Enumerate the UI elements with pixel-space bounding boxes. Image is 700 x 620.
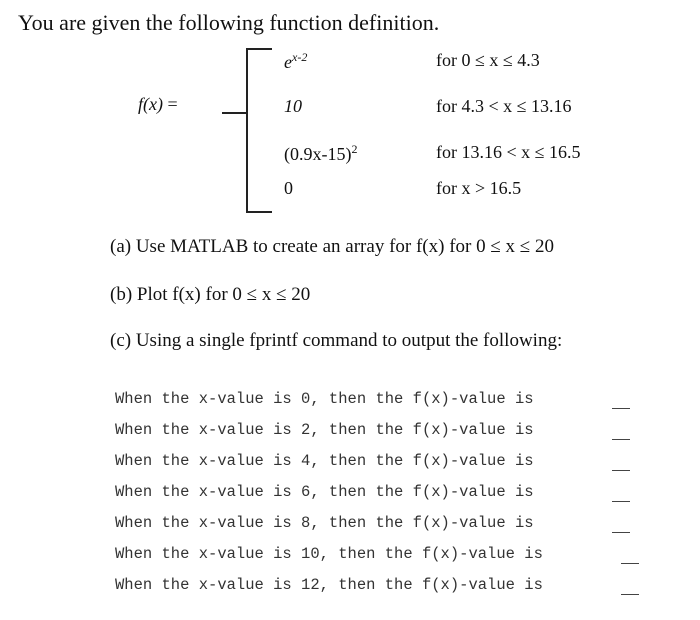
case-4-expression: 0 (284, 178, 293, 198)
bracket-vertical (246, 48, 248, 213)
case-1-expression: $e^{x-2}$ (284, 50, 308, 72)
answer-blank-5 (612, 532, 630, 533)
equals-sign: = (167, 94, 178, 114)
case-2-condition: for 4.3 < x ≤ 13.16 (436, 96, 572, 116)
output-line-7: When the x-value is 12, then the f(x)-value is (115, 576, 543, 594)
function-variable: x (149, 94, 158, 114)
output-line-2: When the x-value is 2, then the f(x)-value is (115, 421, 534, 439)
bracket-top (246, 48, 272, 50)
output-line-5: When the x-value is 8, then the f(x)-value is (115, 514, 534, 532)
case-2-expression: 10 (284, 96, 302, 116)
output-line-1: When the x-value is 0, then the f(x)-value is (115, 390, 534, 408)
function-label: f(x) = (138, 94, 178, 114)
question-b: (b) Plot f(x) for 0 ≤ x ≤ 20 (110, 284, 311, 305)
answer-blank-6 (621, 563, 639, 564)
case-3-expression: $(0.9x-15)^2$ (284, 142, 358, 164)
case-4-condition: for x > 16.5 (436, 178, 522, 198)
intro-text: You are given the following function definition. (18, 10, 440, 35)
answer-blank-2 (612, 439, 630, 440)
answer-blank-7 (621, 594, 639, 595)
answer-blank-4 (612, 501, 630, 502)
output-line-4: When the x-value is 6, then the f(x)-value is (115, 483, 534, 501)
answer-blank-1 (612, 408, 630, 409)
case-1-condition: for 0 ≤ x ≤ 4.3 (436, 50, 540, 70)
bracket-stem (222, 112, 248, 114)
bracket-bottom (246, 211, 272, 213)
answer-blank-3 (612, 470, 630, 471)
question-c: (c) Using a single fprintf command to output the following: (110, 330, 563, 351)
case-3-condition: for 13.16 < x ≤ 16.5 (436, 142, 581, 162)
output-line-6: When the x-value is 10, then the f(x)-value is (115, 545, 543, 563)
function-name: f (138, 94, 144, 114)
question-a: (a) Use MATLAB to create an array for f(x) for 0 ≤ x ≤ 20 (110, 236, 554, 257)
output-line-3: When the x-value is 4, then the f(x)-value is (115, 452, 534, 470)
